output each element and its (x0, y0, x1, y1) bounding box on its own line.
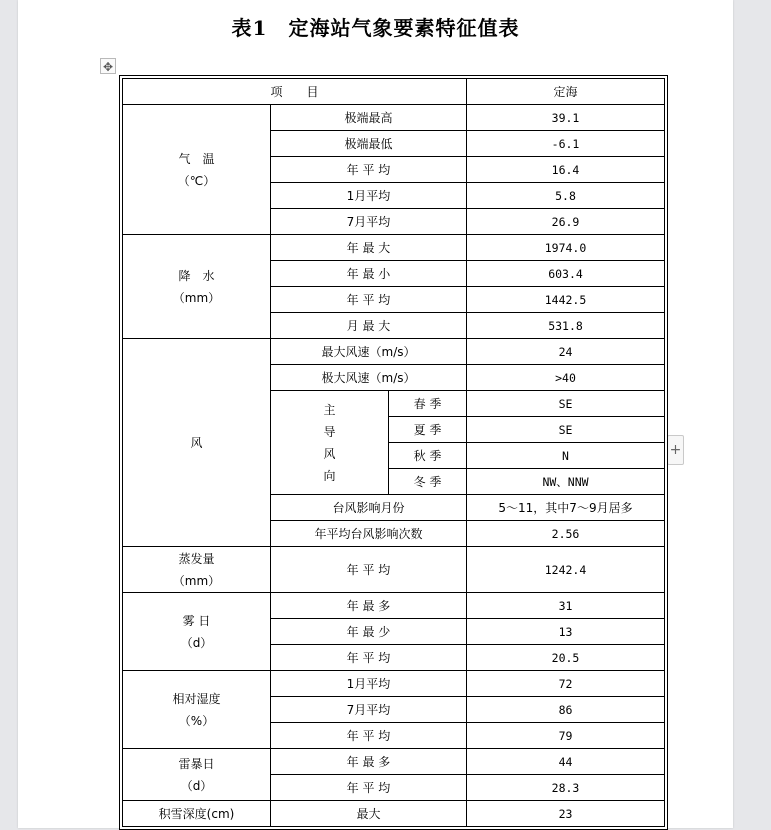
item-cell[interactable]: 最大 (271, 801, 467, 827)
item-cell[interactable]: 月 最 大 (271, 313, 467, 339)
value-cell[interactable]: SE (467, 391, 665, 417)
item-cell[interactable]: 极端最低 (271, 131, 467, 157)
item-cell[interactable]: 年 平 均 (271, 287, 467, 313)
temperature-label: 气 温 (178, 151, 215, 166)
item-cell[interactable]: 年 最 小 (271, 261, 467, 287)
header-station[interactable]: 定海 (467, 79, 665, 105)
table-header-row (123, 79, 665, 105)
value-cell[interactable]: -6.1 (467, 131, 665, 157)
item-cell[interactable]: 年 最 少 (271, 619, 467, 645)
fog-unit: （d） (180, 635, 213, 650)
dominant-char: 主 (323, 402, 336, 417)
item-cell[interactable]: 年 平 均 (271, 723, 467, 749)
precipitation-label: 降 水 (178, 268, 215, 283)
item-cell[interactable]: 年 平 均 (271, 547, 467, 593)
evaporation-unit: （mm） (172, 573, 221, 588)
season-cell[interactable]: 秋 季 (389, 443, 467, 469)
fog-group[interactable] (123, 593, 271, 671)
item-cell[interactable]: 年平均台风影响次数 (271, 521, 467, 547)
item-cell[interactable]: 1月平均 (271, 671, 467, 697)
wind-label: 风 (190, 435, 203, 450)
thunder-unit: （d） (180, 778, 213, 793)
meteorological-table (122, 78, 665, 827)
table-row (123, 339, 665, 365)
evaporation-group[interactable] (123, 547, 271, 593)
value-cell[interactable]: 5.8 (467, 183, 665, 209)
value-cell[interactable]: 44 (467, 749, 665, 775)
precipitation-group[interactable] (123, 235, 271, 339)
value-cell[interactable]: NW、NNW (467, 469, 665, 495)
item-cell[interactable]: 最大风速（m/s） (271, 339, 467, 365)
value-cell[interactable]: 1974.0 (467, 235, 665, 261)
value-cell[interactable]: N (467, 443, 665, 469)
humidity-group[interactable] (123, 671, 271, 749)
value-cell[interactable]: 24 (467, 339, 665, 365)
value-cell[interactable]: >40 (467, 365, 665, 391)
item-cell[interactable]: 年 最 多 (271, 593, 467, 619)
table-row (123, 801, 665, 827)
humidity-unit: （%） (178, 713, 215, 728)
temperature-group[interactable] (123, 105, 271, 235)
thunder-group[interactable] (123, 749, 271, 801)
item-cell[interactable]: 年 平 均 (271, 645, 467, 671)
season-cell[interactable]: 夏 季 (389, 417, 467, 443)
table-row (123, 671, 665, 697)
value-cell[interactable]: 86 (467, 697, 665, 723)
value-cell[interactable]: 13 (467, 619, 665, 645)
evaporation-label: 蒸发量 (178, 551, 215, 566)
item-cell[interactable]: 7月平均 (271, 697, 467, 723)
add-column-button[interactable] (667, 435, 684, 465)
season-cell[interactable]: 冬 季 (389, 469, 467, 495)
header-item[interactable]: 项 目 (123, 79, 467, 105)
season-cell[interactable]: 春 季 (389, 391, 467, 417)
value-cell[interactable]: 1242.4 (467, 547, 665, 593)
value-cell[interactable]: 1442.5 (467, 287, 665, 313)
value-cell[interactable]: 23 (467, 801, 665, 827)
dominant-char: 向 (323, 468, 336, 483)
value-cell[interactable]: SE (467, 417, 665, 443)
value-cell[interactable]: 31 (467, 593, 665, 619)
dominant-wind-direction-cell[interactable] (271, 391, 389, 495)
item-cell[interactable]: 年 最 大 (271, 235, 467, 261)
thunder-label: 雷暴日 (178, 756, 215, 771)
plus-icon: + (669, 442, 682, 458)
value-cell[interactable]: 20.5 (467, 645, 665, 671)
table-row (123, 235, 665, 261)
item-cell[interactable]: 极大风速（m/s） (271, 365, 467, 391)
table-move-handle[interactable] (100, 58, 116, 74)
move-icon: ✥ (102, 60, 114, 74)
dominant-char: 导 (323, 424, 336, 439)
value-cell[interactable]: 531.8 (467, 313, 665, 339)
item-cell[interactable]: 7月平均 (271, 209, 467, 235)
item-cell[interactable]: 年 平 均 (271, 157, 467, 183)
value-cell[interactable]: 603.4 (467, 261, 665, 287)
wind-group[interactable] (123, 339, 271, 547)
item-cell[interactable]: 年 最 多 (271, 749, 467, 775)
value-cell[interactable]: 2.56 (467, 521, 665, 547)
value-cell[interactable]: 26.9 (467, 209, 665, 235)
item-cell[interactable]: 1月平均 (271, 183, 467, 209)
item-cell[interactable]: 极端最高 (271, 105, 467, 131)
table-title: 表1 定海站气象要素特征值表 (231, 16, 520, 40)
value-cell[interactable]: 5～11，其中7～9月居多 (467, 495, 665, 521)
value-cell[interactable]: 28.3 (467, 775, 665, 801)
fog-label: 雾 日 (182, 613, 211, 628)
item-cell[interactable]: 年 平 均 (271, 775, 467, 801)
dominant-char: 风 (323, 446, 336, 461)
item-cell[interactable]: 台风影响月份 (271, 495, 467, 521)
table-row (123, 593, 665, 619)
precipitation-unit: （mm） (172, 290, 221, 305)
humidity-label: 相对湿度 (172, 691, 221, 706)
snow-group[interactable]: 积雪深度(cm) (123, 801, 271, 827)
value-cell[interactable]: 16.4 (467, 157, 665, 183)
value-cell[interactable]: 72 (467, 671, 665, 697)
table-row (123, 749, 665, 775)
table-row (123, 105, 665, 131)
table-frame (119, 75, 668, 830)
value-cell[interactable]: 39.1 (467, 105, 665, 131)
temperature-unit: （℃） (177, 173, 216, 188)
value-cell[interactable]: 79 (467, 723, 665, 749)
table-row (123, 547, 665, 593)
